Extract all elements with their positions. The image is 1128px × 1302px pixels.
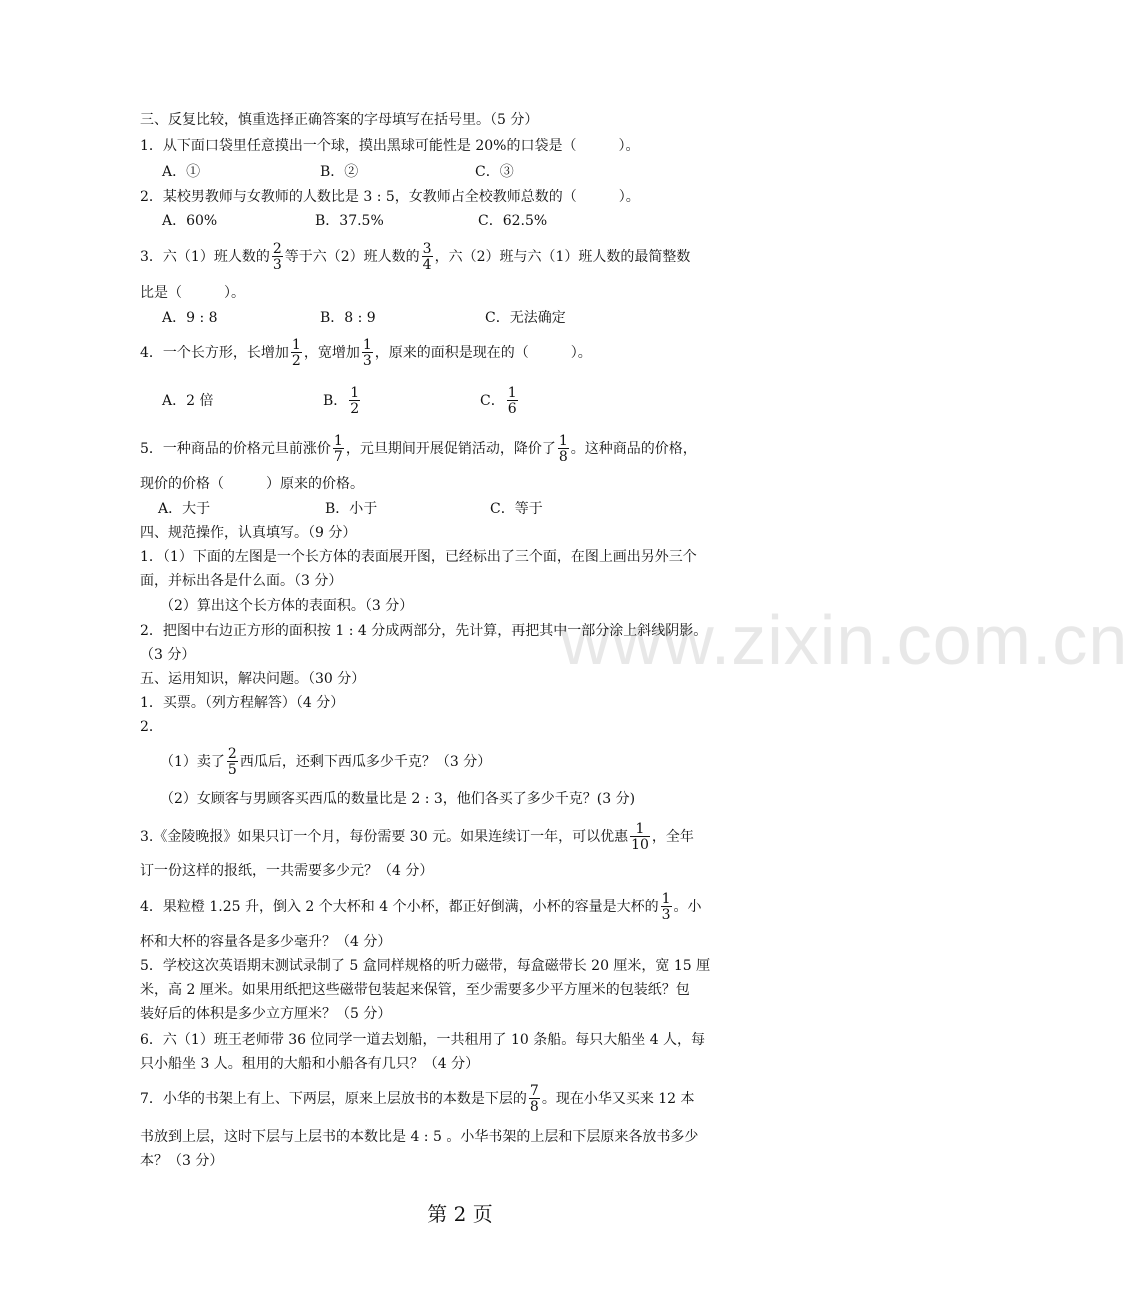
fraction: $\frac{1}{3}$ bbox=[362, 337, 372, 369]
q5-3-text: 3.《金陵晚报》如果只订一个月，每份需要 30 元。如果连续订一年，可以优惠 $\frac{1}{10}$ ，全年 bbox=[140, 821, 694, 853]
section3-heading: 三、反复比较，慎重选择正确答案的字母填写在括号里。（5 分） bbox=[140, 112, 539, 128]
q5-2-part2: （2）女顾客与男顾客买西瓜的数量比是 2 : 3，他们各买了多少千克？(3 分) bbox=[160, 791, 636, 807]
q5-1: 1．买票。（列方程解答）（4 分） bbox=[140, 695, 345, 711]
q4-1-line2: 面，并标出各是什么面。（3 分） bbox=[140, 573, 343, 589]
fraction: $\frac{1}{8}$ bbox=[558, 433, 568, 465]
q5-5-line1: 5．学校这次英语期末测试录制了 5 盒同样规格的听力磁带，每盒磁带长 20 厘米，宽 15 厘 bbox=[140, 958, 711, 974]
q4-1-part2: （2）算出这个长方体的表面积。（3 分） bbox=[160, 598, 414, 614]
watermark: www.zixin.com.cn bbox=[560, 601, 1128, 679]
fraction: $\frac{2}{5}$ bbox=[227, 746, 237, 778]
option-b: B．8 : 9 bbox=[320, 310, 376, 326]
option-c: C．等于 bbox=[490, 501, 543, 517]
fraction: $\frac{1}{6}$ bbox=[507, 385, 517, 417]
worksheet-page bbox=[140, 110, 790, 1169]
q3-1-text: 1．从下面口袋里任意摸出一个球，摸出黑球可能性是 20%的口袋是（ ）。 bbox=[140, 138, 640, 154]
q5-3-line2: 订一份这样的报纸，一共需要多少元？（4 分） bbox=[140, 863, 434, 879]
option-c: C．③ bbox=[475, 164, 514, 180]
q5-5-line3: 装好后的体积是多少立方厘米？（5 分） bbox=[140, 1006, 392, 1022]
option-a: A．大于 bbox=[158, 501, 211, 517]
option-a: A．① bbox=[162, 164, 201, 180]
fraction: $\frac{1}{10}$ bbox=[631, 821, 649, 853]
fraction: $\frac{1}{2}$ bbox=[291, 337, 301, 369]
fraction: $\frac{7}{8}$ bbox=[529, 1083, 539, 1115]
q5-7-line2: 书放到上层，这时下层与上层书的本数比是 4 : 5 。小华书架的上层和下层原来各放书多少 bbox=[140, 1129, 699, 1145]
option-a: A．60% bbox=[162, 213, 218, 229]
q5-4-line2: 杯和大杯的容量各是多少毫升？（4 分） bbox=[140, 934, 392, 950]
option-b: B．② bbox=[320, 164, 359, 180]
option-a: A．2 倍 bbox=[162, 393, 214, 409]
q5-7-text: 7．小华的书架上有上、下两层，原来上层放书的本数是下层的 $\frac{7}{8}$ 。现在小华又买来 12 本 bbox=[140, 1083, 695, 1115]
option-c: C．62.5% bbox=[478, 213, 548, 229]
q5-6-line1: 6．六（1）班王老师带 36 位同学一道去划船，一共租用了 10 条船。每只大船坐 4 人，每 bbox=[140, 1032, 706, 1048]
q5-4-text: 4．果粒橙 1.25 升，倒入 2 个大杯和 4 个小杯，都正好倒满，小杯的容量是大杯的 $\frac{1}{3}$ 。小 bbox=[140, 891, 702, 923]
q4-1-line1: 1．（1）下面的左图是一个长方体的表面展开图，已经标出了三个面，在图上画出另外三个 bbox=[140, 549, 697, 565]
q5-5-line2: 米，高 2 厘米。如果用纸把这些磁带包装起来保管，至少需要多少平方厘米的包装纸？包 bbox=[140, 982, 690, 998]
fraction: $\frac{3}{4}$ bbox=[422, 241, 432, 273]
q5-6-line2: 只小船坐 3 人。租用的大船和小船各有几只？（4 分） bbox=[140, 1056, 480, 1072]
q3-4-text: 4．一个长方形，长增加 $\frac{1}{2}$ ，宽增加 $\frac{1}{3}$ ，原来的面积是现在的（ ）。 bbox=[140, 337, 592, 369]
section5-heading: 五、运用知识，解决问题。（30 分） bbox=[140, 671, 366, 687]
q3-4-options bbox=[140, 378, 790, 424]
q4-2-line2: （3 分） bbox=[140, 647, 196, 663]
q3-3-text: 3．六（1）班人数的 $\frac{2}{3}$ 等于六（2）班人数的 $\frac{3}{4}$ ，六（2）班与六（1）班人数的最简整数 bbox=[140, 241, 691, 273]
section4-heading: 四、规范操作，认真填写。（9 分） bbox=[140, 525, 357, 541]
fraction: $\frac{2}{3}$ bbox=[272, 241, 282, 273]
fraction: $\frac{1}{2}$ bbox=[350, 385, 360, 417]
option-b: B．小于 bbox=[325, 501, 378, 517]
option-a: A．9 : 8 bbox=[162, 310, 218, 326]
option-b: B． $\frac{1}{2}$ bbox=[323, 385, 360, 417]
q3-5-text: 5．一种商品的价格元旦前涨价 $\frac{1}{7}$ ，元旦期间开展促销活动，降价了 $\frac{1}{8}$ 。这种商品的价格， bbox=[140, 433, 697, 465]
q3-3-line2: 比是（ ）。 bbox=[140, 285, 245, 301]
q5-2-part1: （1）卖了 $\frac{2}{5}$ 西瓜后，还剩下西瓜多少千克？（3 分） bbox=[160, 746, 492, 778]
q3-2-text: 2．某校男教师与女教师的人数比是 3 : 5，女教师占全校教师总数的（ ）。 bbox=[140, 189, 640, 205]
q5-7-line3: 本？（3 分） bbox=[140, 1153, 224, 1169]
option-b: B．37.5% bbox=[315, 213, 384, 229]
page-number: 第 2 页 bbox=[427, 1202, 493, 1226]
option-c: C． $\frac{1}{6}$ bbox=[480, 385, 517, 417]
fraction: $\frac{1}{7}$ bbox=[333, 433, 343, 465]
q5-2: 2． bbox=[140, 719, 163, 735]
option-c: C．无法确定 bbox=[485, 310, 566, 326]
q4-2-line1: 2．把图中右边正方形的面积按 1 : 4 分成两部分，先计算，再把其中一部分涂上斜线阴影。 bbox=[140, 623, 708, 639]
q3-5-line2: 现价的价格（ ）原来的价格。 bbox=[140, 476, 364, 492]
fraction: $\frac{1}{3}$ bbox=[661, 891, 671, 923]
